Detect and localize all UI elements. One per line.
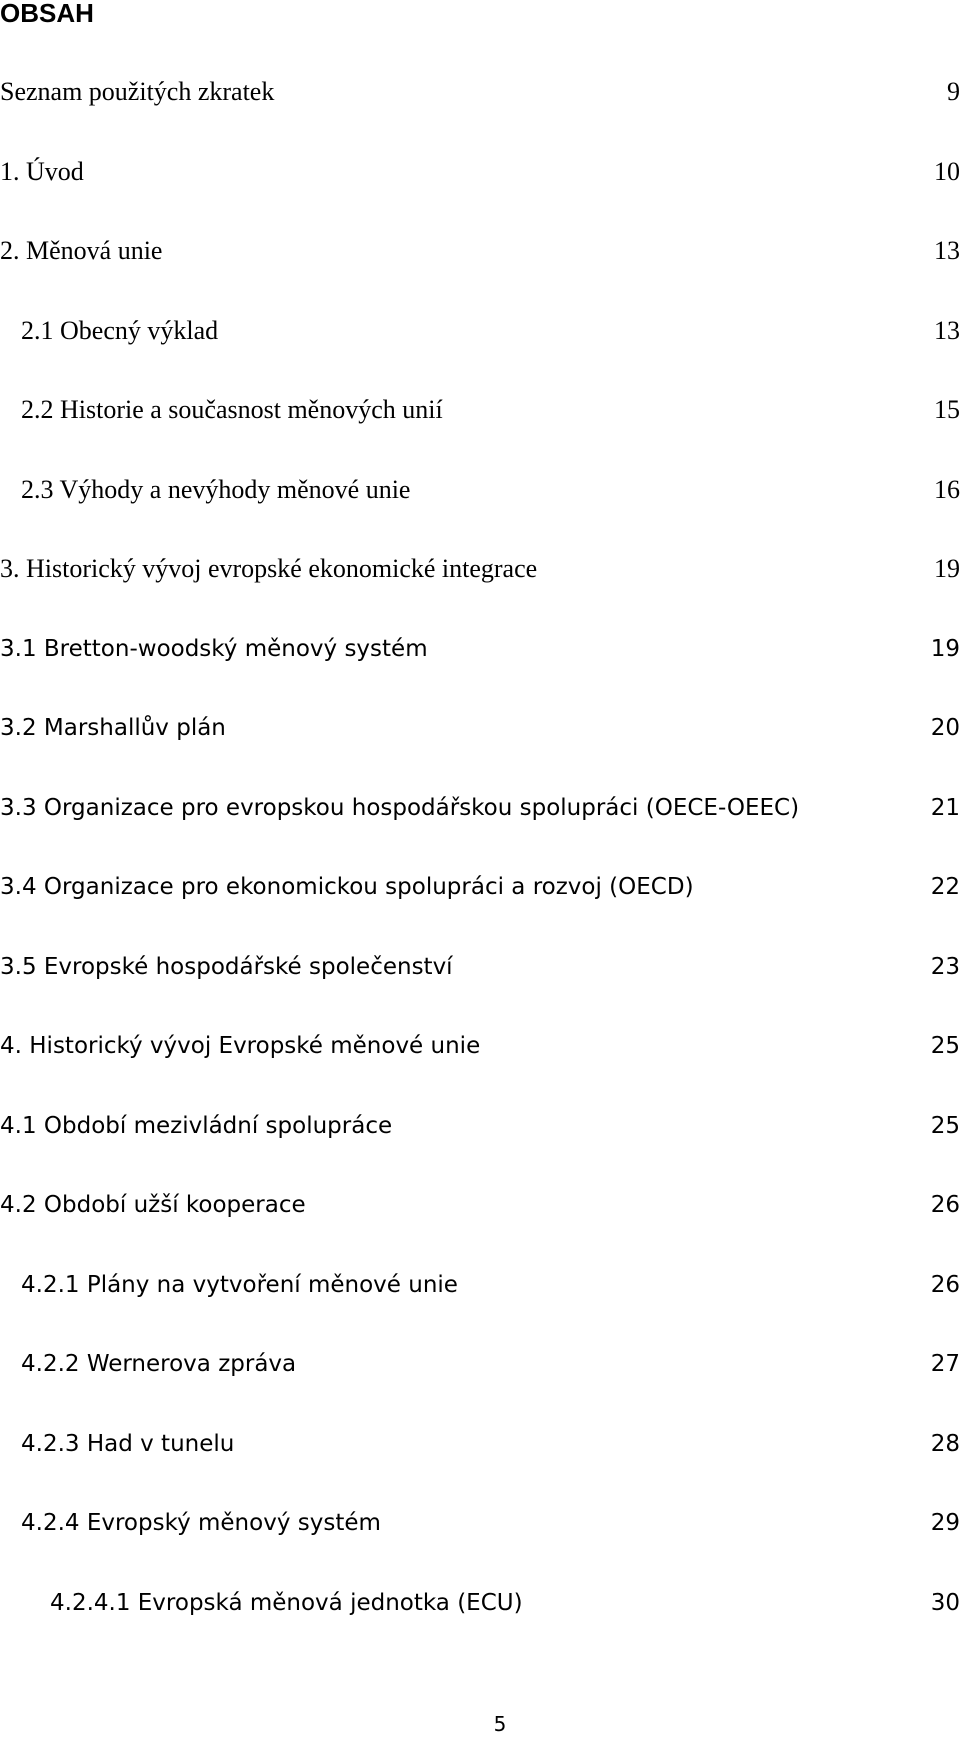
toc-entry-page: 15 [934, 395, 960, 424]
toc-entry [0, 629, 960, 709]
toc-entry-title: 4. Historický vývoj Evropské měnové unie [0, 1033, 481, 1059]
toc-entry [0, 72, 960, 152]
toc-entry-title: 2. Měnová unie [0, 236, 163, 265]
toc-entry [0, 549, 960, 629]
toc-entry [0, 1026, 960, 1106]
toc-entry-title: 3.2 Marshallův plán [0, 715, 226, 741]
toc-entry-title: 2.3 Výhody a nevýhody měnové unie [21, 474, 411, 504]
toc-entry [0, 788, 960, 868]
toc-entry-page: 21 [930, 794, 960, 821]
toc-entry-title: 2.1 Obecný výklad [21, 315, 219, 345]
toc-entry [0, 1344, 960, 1424]
toc-entry [0, 1583, 960, 1663]
toc-entry-title: 3. Historický vývoj evropské ekonomické integrace [0, 554, 538, 583]
toc-entry [0, 390, 960, 470]
toc-entry-title: 1. Úvod [0, 156, 84, 186]
toc-entry-title: 4.2.4 Evropský měnový systém [21, 1510, 381, 1536]
toc-entry-page: 25 [930, 1112, 960, 1139]
toc-entry-title: 4.2.2 Wernerova zpráva [21, 1351, 297, 1377]
toc-entry-page: 19 [934, 554, 960, 583]
toc-entry-title: Seznam použitých zkratek [0, 77, 275, 106]
toc-entry-page: 26 [930, 1192, 960, 1218]
toc-entry [0, 1265, 960, 1345]
toc-entry-page: 20 [930, 715, 960, 741]
toc-entry-page: 27 [930, 1351, 960, 1377]
toc-entry-title: 3.3 Organizace pro evropskou hospodářskou spolupráci (OECE-OEEC) [0, 794, 800, 821]
toc-entry-title: 4.2.1 Plány na vytvoření měnové unie [21, 1271, 458, 1298]
toc-entry [0, 1106, 960, 1186]
toc-entry [0, 1424, 960, 1504]
toc-entry-page: 30 [930, 1589, 960, 1616]
toc-entry-page: 16 [934, 474, 960, 504]
toc-entry-title: 3.5 Evropské hospodářské společenství [0, 953, 453, 980]
toc-entry-page: 23 [930, 953, 960, 980]
toc-entry-page: 10 [934, 156, 960, 186]
toc-entry [0, 947, 960, 1027]
toc-entry [0, 311, 960, 391]
toc-entry-page: 22 [930, 874, 960, 900]
toc-entry-page: 29 [930, 1510, 960, 1536]
toc-entry-title: 3.1 Bretton-woodský měnový systém [0, 635, 428, 662]
toc-entry-title: 4.2.3 Had v tunelu [21, 1430, 235, 1457]
page-title: OBSAH [0, 0, 94, 28]
toc-entry [0, 470, 960, 550]
toc-entry [0, 1503, 960, 1583]
page-number: 5 [493, 1712, 507, 1736]
toc-entry-title: 4.1 Období mezivládní spolupráce [0, 1112, 393, 1139]
toc-entry [0, 708, 960, 788]
table-of-contents [0, 72, 960, 1662]
toc-entry-page: 25 [930, 1033, 960, 1059]
toc-entry-page: 26 [930, 1271, 960, 1298]
toc-entry [0, 867, 960, 947]
toc-entry [0, 231, 960, 311]
toc-entry-title: 4.2 Období užší kooperace [0, 1192, 306, 1218]
toc-entry-page: 13 [934, 315, 960, 345]
toc-entry-title: 2.2 Historie a současnost měnových unií [21, 395, 443, 424]
toc-entry [0, 152, 960, 232]
toc-entry-page: 19 [930, 635, 960, 662]
toc-entry-page: 13 [934, 236, 960, 265]
toc-entry-title: 3.4 Organizace pro ekonomickou spolupráci a rozvoj (OECD) [0, 874, 694, 900]
toc-entry-page: 9 [947, 77, 960, 106]
toc-entry-page: 28 [930, 1430, 960, 1457]
toc-entry [0, 1185, 960, 1265]
toc-entry-title: 4.2.4.1 Evropská měnová jednotka (ECU) [50, 1589, 523, 1616]
